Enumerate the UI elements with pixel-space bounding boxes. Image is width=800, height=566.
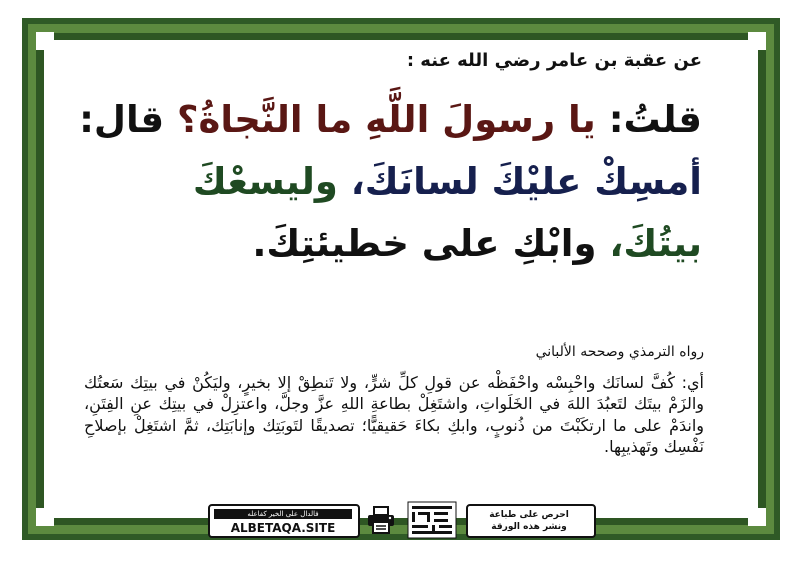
corner-notch-tl xyxy=(36,32,54,50)
site-link[interactable]: ALBETAQA.SITE xyxy=(230,521,336,535)
hadith-answer-part-1: أمسِكْ عليْكَ لسانَكَ، xyxy=(337,160,702,203)
narrator-line: عن عقبة بن عامر رضي الله عنه : xyxy=(406,50,702,71)
hadith-line-3 xyxy=(82,224,702,265)
hadith-question-intro: قلتُ: xyxy=(595,98,702,141)
care-box xyxy=(466,504,596,538)
hadith-question: يا رسولَ اللَّهِ ما النَّجاةُ؟ xyxy=(164,98,596,141)
hadith-answer-part-3: بيتُكَ، xyxy=(596,222,702,265)
explanation-text: أي: كُفَّ لسانَك واحْبِسْه واحْفَظْه عن قولِ كلِّ شرٍّ، ولا تَنطِقْ إلا بخيرٍ، وليَكُنْ في بيتِك سَعتُك والزَمْ بيتَك لتَعبُدَ اللهَ في الخَلَواتِ، واشتَغِلْ بطاعةِ اللهِ عزَّ وجلَّ، واعتزِلْ في بيتِك عنِ الفِتَنِ، واندَمْ على ما ارتكَبْتَ من ذُنوبٍ، وابكِ بكاءَ حَقيقيًّا؛ تصديقًا لتَوبَتِك وإنابَتِك، ثمَّ اشتَغِلْ بإصلاحِ نَفْسِك وتَهذيبِها. xyxy=(84,373,704,456)
printer-icon xyxy=(366,506,396,534)
hadith-answer-part-2: وليسعْكَ xyxy=(192,160,338,203)
dawah-card-logo xyxy=(404,500,460,540)
hadith-line-1 xyxy=(79,98,702,141)
corner-notch-bl xyxy=(36,508,54,526)
site-box xyxy=(208,504,360,538)
hadith-answer-part-4: وابْكِ على خطيئتِكَ. xyxy=(252,222,597,265)
corner-notch-tr xyxy=(748,32,766,50)
hadith-line-2 xyxy=(82,162,702,203)
care-line-1: احرص على طباعة xyxy=(489,510,569,520)
site-tagline: فالدال على الخير كفاعله xyxy=(214,509,352,519)
hadith-answer-intro: قال: xyxy=(79,98,165,141)
footer-bar xyxy=(208,500,594,540)
corner-notch-br xyxy=(748,508,766,526)
hadith-source: رواه الترمذي وصححه الألباني xyxy=(535,344,704,360)
care-text xyxy=(470,509,588,533)
care-line-2: ونشر هذه الورقة xyxy=(491,522,567,532)
